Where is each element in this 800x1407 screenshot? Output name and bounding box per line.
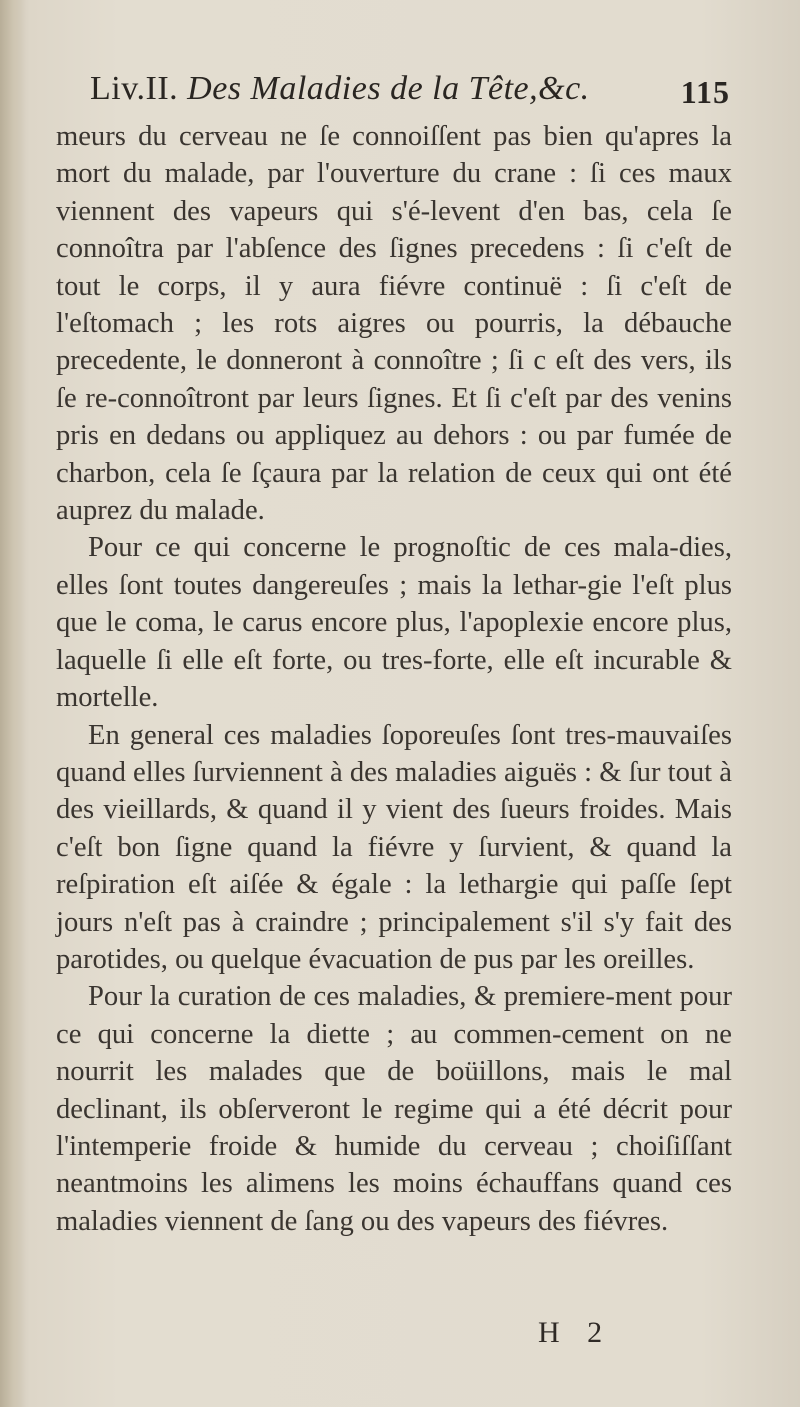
paragraph-general: En general ces maladies ſoporeuſes ſont tres-mauvaiſes quand elles ſurviennent à des maladies aiguës : & ſur tout à des vieillards, & quand il y vient des ſueurs froides. Mais c'eſt bon ſigne quand la fiévre y ſurvient, & quand la reſpiration eſt aiſée & égale : la lethargie qui paſſe ſept jours n'eſt pas à craindre ; principalement s'il s'y fait des parotides, ou quelque évacuation de pus par les oreilles. — [56, 719, 732, 975]
running-head — [90, 70, 590, 108]
chapter-title: Des Maladies de la Tête,&c. — [187, 70, 590, 107]
running-header — [90, 70, 730, 120]
page-number: 115 — [680, 74, 730, 110]
paragraph-curation: Pour la curation de ces maladies, & premiere-ment pour ce qui concerne la diette ; au commen-cement on ne nourrit les malades que de boüillons, mais le mal declinant, ils obſerveront le regime qui a été décrit pour l'intemperie froide & humide du cerveau ; choiſiſſant neantmoins les alimens les moins échauffans quand ces maladies viennent de ſang ou des vapeurs des fiévres. — [56, 981, 732, 1237]
book-number: Liv.II. — [90, 70, 179, 107]
signature-mark: H 2 — [538, 1316, 613, 1349]
paragraph-prognostic: Pour ce qui concerne le prognoſtic de ces mala-dies, elles ſont toutes dangereuſes ; mais la lethar-gie l'eſt plus que le coma, le carus encore plus, l'apoplexie encore plus, laquelle ſi elle eſt forte, ou tres-forte, elle eſt incurable & mortelle. — [56, 532, 732, 714]
body-text — [56, 118, 732, 1240]
page-gutter-edge — [0, 0, 26, 1407]
paragraph-diagnosis: meurs du cerveau ne ſe connoiſſent pas bien qu'apres la mort du malade, par l'ouverture du crane : ſi ces maux viennent des vapeurs qui s'é-levent d'en bas, cela ſe connoîtra par l'abſence des ſignes precedens : ſi c'eſt de tout le corps, il y aura fiévre continuë : ſi c'eſt de l'eſtomach ; les rots aigres ou pourris, la débauche precedente, le donneront à connoître ; ſi c eſt des vers, ils ſe re-connoîtront par leurs ſignes. Et ſi c'eſt par des venins pris en dedans ou appliquez au dehors : ou par fumée de charbon, cela ſe ſçaura par la relation de ceux qui ont été auprez du malade. — [56, 121, 732, 527]
